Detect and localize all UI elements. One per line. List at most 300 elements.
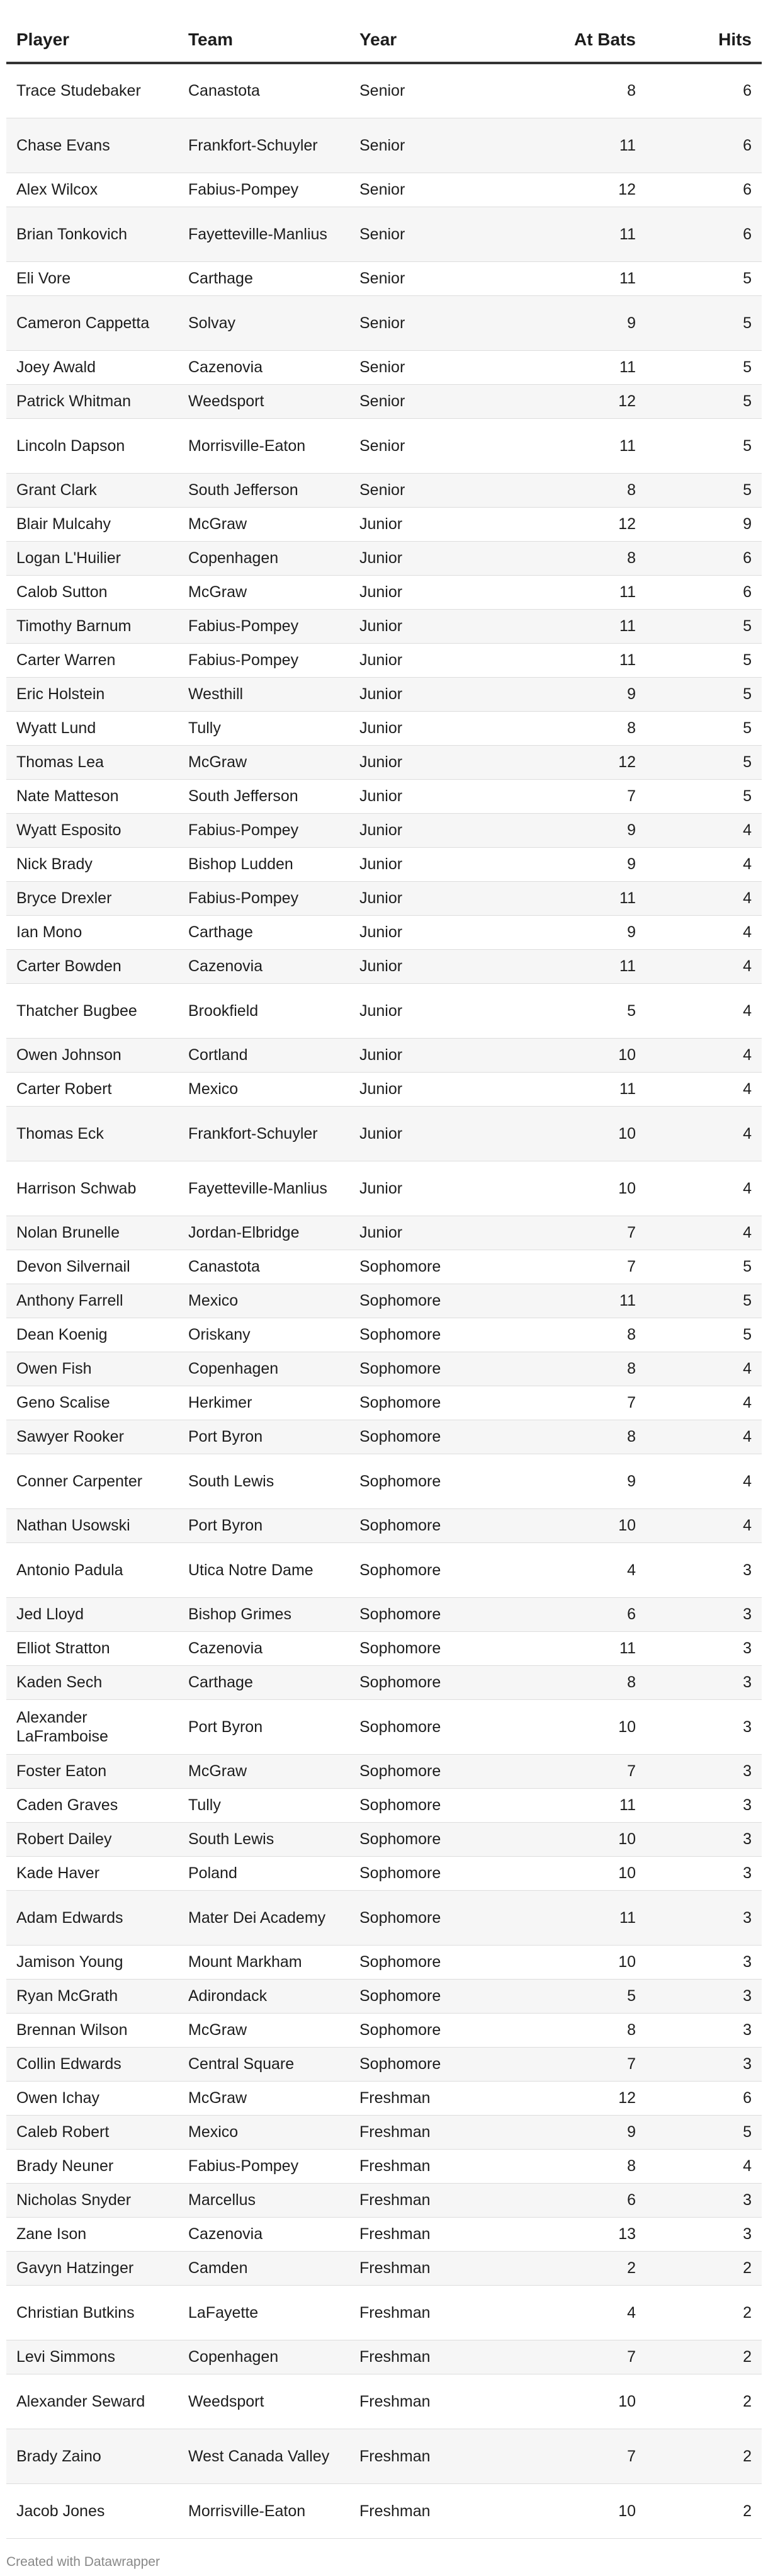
team-cell: Copenhagen: [178, 2340, 349, 2374]
hits-cell: 5: [646, 1318, 762, 1352]
at-bats-cell: 10: [516, 2483, 646, 2538]
player-cell: Trace Studebaker: [6, 63, 178, 118]
player-cell: Robert Dailey: [6, 1822, 178, 1856]
player-cell: Wyatt Esposito: [6, 813, 178, 847]
year-cell: Junior: [349, 507, 516, 541]
team-cell: West Canada Valley: [178, 2429, 349, 2483]
hits-cell: 6: [646, 173, 762, 207]
hits-cell: 2: [646, 2374, 762, 2429]
table-row: [6, 1420, 762, 1454]
player-cell: Brennan Wilson: [6, 2013, 178, 2047]
team-cell: Bishop Ludden: [178, 847, 349, 881]
at-bats-cell: 6: [516, 1597, 646, 1631]
year-cell: Freshman: [349, 2251, 516, 2285]
year-cell: Sophomore: [349, 1788, 516, 1822]
team-cell: Poland: [178, 1856, 349, 1890]
table-row: [6, 2013, 762, 2047]
at-bats-cell: 11: [516, 575, 646, 609]
hits-cell: 4: [646, 1454, 762, 1508]
at-bats-cell: 7: [516, 779, 646, 813]
column-header-hits[interactable]: Hits: [646, 18, 762, 63]
hits-cell: 4: [646, 847, 762, 881]
at-bats-cell: 10: [516, 1699, 646, 1754]
year-cell: Junior: [349, 1161, 516, 1216]
at-bats-cell: 5: [516, 983, 646, 1038]
at-bats-cell: 9: [516, 2115, 646, 2149]
hits-cell: 5: [646, 473, 762, 507]
hits-cell: 5: [646, 711, 762, 745]
at-bats-cell: 9: [516, 295, 646, 350]
table-row: [6, 1788, 762, 1822]
player-cell: Levi Simmons: [6, 2340, 178, 2374]
player-cell: Zane Ison: [6, 2217, 178, 2251]
at-bats-cell: 10: [516, 1038, 646, 1072]
table-row: [6, 418, 762, 473]
year-cell: Sophomore: [349, 1386, 516, 1420]
team-cell: Westhill: [178, 677, 349, 711]
team-cell: Carthage: [178, 1665, 349, 1699]
table-row: [6, 350, 762, 384]
player-cell: Harrison Schwab: [6, 1161, 178, 1216]
team-cell: Canastota: [178, 63, 349, 118]
table-row: [6, 1822, 762, 1856]
team-cell: LaFayette: [178, 2285, 349, 2340]
year-cell: Junior: [349, 881, 516, 915]
at-bats-cell: 11: [516, 261, 646, 295]
hits-cell: 3: [646, 1665, 762, 1699]
team-cell: Central Square: [178, 2047, 349, 2081]
at-bats-cell: 10: [516, 2374, 646, 2429]
team-cell: McGraw: [178, 1754, 349, 1788]
hits-cell: 2: [646, 2340, 762, 2374]
hits-cell: 4: [646, 881, 762, 915]
column-header-team[interactable]: Team: [178, 18, 349, 63]
player-cell: Wyatt Lund: [6, 711, 178, 745]
at-bats-cell: 10: [516, 1106, 646, 1161]
team-cell: Fabius-Pompey: [178, 2149, 349, 2183]
hits-cell: 4: [646, 813, 762, 847]
at-bats-cell: 11: [516, 207, 646, 261]
table-row: [6, 473, 762, 507]
player-cell: Ryan McGrath: [6, 1979, 178, 2013]
player-cell: Jed Lloyd: [6, 1597, 178, 1631]
table-row: [6, 779, 762, 813]
table-body: [6, 63, 762, 2538]
table-row: [6, 983, 762, 1038]
hits-cell: 3: [646, 1822, 762, 1856]
player-cell: Adam Edwards: [6, 1890, 178, 1945]
table-row: [6, 1597, 762, 1631]
year-cell: Sophomore: [349, 1318, 516, 1352]
at-bats-cell: 12: [516, 745, 646, 779]
at-bats-cell: 8: [516, 541, 646, 575]
column-header-player[interactable]: Player: [6, 18, 178, 63]
year-cell: Freshman: [349, 2149, 516, 2183]
year-cell: Sophomore: [349, 1890, 516, 1945]
year-cell: Junior: [349, 643, 516, 677]
team-cell: Herkimer: [178, 1386, 349, 1420]
player-cell: Eli Vore: [6, 261, 178, 295]
team-cell: Utica Notre Dame: [178, 1542, 349, 1597]
player-cell: Gavyn Hatzinger: [6, 2251, 178, 2285]
player-cell: Ian Mono: [6, 915, 178, 949]
year-cell: Sophomore: [349, 2013, 516, 2047]
team-cell: Tully: [178, 711, 349, 745]
table-row: [6, 1106, 762, 1161]
team-cell: Mexico: [178, 1284, 349, 1318]
at-bats-cell: 10: [516, 1945, 646, 1979]
hits-cell: 4: [646, 1161, 762, 1216]
player-cell: Brady Zaino: [6, 2429, 178, 2483]
team-cell: Canastota: [178, 1250, 349, 1284]
table-row: [6, 1856, 762, 1890]
table-row: [6, 63, 762, 118]
player-cell: Calob Sutton: [6, 575, 178, 609]
hits-cell: 5: [646, 295, 762, 350]
team-cell: McGraw: [178, 507, 349, 541]
hits-cell: 5: [646, 1284, 762, 1318]
hits-cell: 5: [646, 1250, 762, 1284]
table-row: [6, 949, 762, 983]
player-cell: Alex Wilcox: [6, 173, 178, 207]
team-cell: Mexico: [178, 1072, 349, 1106]
hits-cell: 3: [646, 1754, 762, 1788]
at-bats-cell: 10: [516, 1856, 646, 1890]
year-cell: Sophomore: [349, 1284, 516, 1318]
year-cell: Senior: [349, 261, 516, 295]
header-row: [6, 18, 762, 63]
hits-cell: 2: [646, 2285, 762, 2340]
team-cell: Jordan-Elbridge: [178, 1216, 349, 1250]
player-cell: Cameron Cappetta: [6, 295, 178, 350]
hits-cell: 5: [646, 418, 762, 473]
year-cell: Sophomore: [349, 1665, 516, 1699]
table-row: [6, 507, 762, 541]
at-bats-cell: 10: [516, 1508, 646, 1542]
at-bats-cell: 10: [516, 1822, 646, 1856]
column-header-at-bats[interactable]: At Bats: [516, 18, 646, 63]
team-cell: Cazenovia: [178, 350, 349, 384]
hits-cell: 4: [646, 1352, 762, 1386]
player-cell: Brian Tonkovich: [6, 207, 178, 261]
hits-cell: 4: [646, 1386, 762, 1420]
hits-cell: 4: [646, 1508, 762, 1542]
player-cell: Alexander Seward: [6, 2374, 178, 2429]
team-cell: McGraw: [178, 2081, 349, 2115]
player-cell: Timothy Barnum: [6, 609, 178, 643]
team-cell: Copenhagen: [178, 1352, 349, 1386]
hits-cell: 3: [646, 1856, 762, 1890]
table-row: [6, 2217, 762, 2251]
table-row: [6, 847, 762, 881]
at-bats-cell: 7: [516, 1216, 646, 1250]
year-cell: Sophomore: [349, 1822, 516, 1856]
team-cell: Marcellus: [178, 2183, 349, 2217]
hits-cell: 3: [646, 1979, 762, 2013]
hits-cell: 5: [646, 779, 762, 813]
team-cell: McGraw: [178, 745, 349, 779]
year-cell: Freshman: [349, 2217, 516, 2251]
team-cell: Adirondack: [178, 1979, 349, 2013]
player-cell: Anthony Farrell: [6, 1284, 178, 1318]
table-row: [6, 813, 762, 847]
player-cell: Grant Clark: [6, 473, 178, 507]
team-cell: Fabius-Pompey: [178, 173, 349, 207]
year-cell: Freshman: [349, 2483, 516, 2538]
year-cell: Freshman: [349, 2115, 516, 2149]
team-cell: Morrisville-Eaton: [178, 2483, 349, 2538]
year-cell: Senior: [349, 384, 516, 418]
team-cell: Port Byron: [178, 1508, 349, 1542]
team-cell: Frankfort-Schuyler: [178, 118, 349, 173]
year-cell: Senior: [349, 350, 516, 384]
at-bats-cell: 11: [516, 118, 646, 173]
table-row: [6, 384, 762, 418]
year-cell: Freshman: [349, 2081, 516, 2115]
at-bats-cell: 11: [516, 1890, 646, 1945]
hits-cell: 5: [646, 609, 762, 643]
table-row: [6, 1542, 762, 1597]
hits-cell: 3: [646, 2013, 762, 2047]
player-cell: Jamison Young: [6, 1945, 178, 1979]
at-bats-cell: 8: [516, 711, 646, 745]
hits-cell: 5: [646, 384, 762, 418]
at-bats-cell: 11: [516, 418, 646, 473]
player-cell: Kade Haver: [6, 1856, 178, 1890]
year-cell: Freshman: [349, 2429, 516, 2483]
hits-cell: 6: [646, 541, 762, 575]
year-cell: Freshman: [349, 2285, 516, 2340]
year-cell: Freshman: [349, 2374, 516, 2429]
table-row: [6, 2483, 762, 2538]
at-bats-cell: 8: [516, 2013, 646, 2047]
team-cell: Carthage: [178, 261, 349, 295]
year-cell: Sophomore: [349, 1699, 516, 1754]
player-cell: Collin Edwards: [6, 2047, 178, 2081]
player-cell: Carter Warren: [6, 643, 178, 677]
team-cell: Carthage: [178, 915, 349, 949]
year-cell: Junior: [349, 745, 516, 779]
team-cell: Port Byron: [178, 1420, 349, 1454]
year-cell: Junior: [349, 711, 516, 745]
player-cell: Kaden Sech: [6, 1665, 178, 1699]
hits-cell: 3: [646, 1945, 762, 1979]
player-cell: Patrick Whitman: [6, 384, 178, 418]
team-cell: Solvay: [178, 295, 349, 350]
at-bats-cell: 9: [516, 813, 646, 847]
table-row: [6, 1038, 762, 1072]
player-cell: Antonio Padula: [6, 1542, 178, 1597]
player-cell: Elliot Stratton: [6, 1631, 178, 1665]
hits-cell: 6: [646, 575, 762, 609]
player-cell: Alexander LaFramboise: [6, 1699, 178, 1754]
at-bats-cell: 4: [516, 1542, 646, 1597]
hits-cell: 5: [646, 2115, 762, 2149]
table-row: [6, 643, 762, 677]
at-bats-cell: 8: [516, 1420, 646, 1454]
table-row: [6, 261, 762, 295]
year-cell: Freshman: [349, 2183, 516, 2217]
at-bats-cell: 7: [516, 1250, 646, 1284]
at-bats-cell: 5: [516, 1979, 646, 2013]
table-row: [6, 1250, 762, 1284]
player-cell: Blair Mulcahy: [6, 507, 178, 541]
at-bats-cell: 7: [516, 2340, 646, 2374]
player-cell: Nicholas Snyder: [6, 2183, 178, 2217]
at-bats-cell: 12: [516, 384, 646, 418]
hits-cell: 4: [646, 1420, 762, 1454]
player-cell: Sawyer Rooker: [6, 1420, 178, 1454]
at-bats-cell: 12: [516, 173, 646, 207]
team-cell: Tully: [178, 1788, 349, 1822]
team-cell: Fabius-Pompey: [178, 609, 349, 643]
year-cell: Senior: [349, 473, 516, 507]
year-cell: Junior: [349, 677, 516, 711]
table-row: [6, 1945, 762, 1979]
at-bats-cell: 11: [516, 643, 646, 677]
team-cell: Mexico: [178, 2115, 349, 2149]
team-cell: Weedsport: [178, 384, 349, 418]
player-cell: Owen Johnson: [6, 1038, 178, 1072]
table-row: [6, 1979, 762, 2013]
year-cell: Senior: [349, 63, 516, 118]
year-cell: Sophomore: [349, 1542, 516, 1597]
year-cell: Junior: [349, 1038, 516, 1072]
team-cell: Port Byron: [178, 1699, 349, 1754]
at-bats-cell: 8: [516, 1665, 646, 1699]
team-cell: Cazenovia: [178, 949, 349, 983]
player-cell: Eric Holstein: [6, 677, 178, 711]
player-cell: Thomas Eck: [6, 1106, 178, 1161]
year-cell: Sophomore: [349, 1856, 516, 1890]
hits-cell: 2: [646, 2251, 762, 2285]
at-bats-cell: 11: [516, 609, 646, 643]
at-bats-cell: 11: [516, 1284, 646, 1318]
team-cell: South Lewis: [178, 1822, 349, 1856]
year-cell: Junior: [349, 1072, 516, 1106]
player-cell: Carter Robert: [6, 1072, 178, 1106]
player-cell: Dean Koenig: [6, 1318, 178, 1352]
player-cell: Jacob Jones: [6, 2483, 178, 2538]
footer-credit: Created with Datawrapper: [6, 2555, 160, 2569]
column-header-year[interactable]: Year: [349, 18, 516, 63]
player-cell: Thomas Lea: [6, 745, 178, 779]
table-row: [6, 575, 762, 609]
hits-cell: 2: [646, 2429, 762, 2483]
hits-cell: 3: [646, 2047, 762, 2081]
team-cell: McGraw: [178, 2013, 349, 2047]
at-bats-cell: 8: [516, 2149, 646, 2183]
hits-cell: 4: [646, 1072, 762, 1106]
at-bats-cell: 11: [516, 881, 646, 915]
at-bats-cell: 9: [516, 1454, 646, 1508]
at-bats-cell: 7: [516, 2429, 646, 2483]
table-row: [6, 1665, 762, 1699]
team-cell: Frankfort-Schuyler: [178, 1106, 349, 1161]
team-cell: Mater Dei Academy: [178, 1890, 349, 1945]
hits-cell: 2: [646, 2483, 762, 2538]
player-cell: Devon Silvernail: [6, 1250, 178, 1284]
table-row: [6, 915, 762, 949]
hits-cell: 9: [646, 507, 762, 541]
year-cell: Sophomore: [349, 1754, 516, 1788]
player-cell: Geno Scalise: [6, 1386, 178, 1420]
team-cell: Fabius-Pompey: [178, 643, 349, 677]
year-cell: Junior: [349, 779, 516, 813]
year-cell: Junior: [349, 1106, 516, 1161]
at-bats-cell: 2: [516, 2251, 646, 2285]
year-cell: Junior: [349, 813, 516, 847]
team-cell: Fabius-Pompey: [178, 813, 349, 847]
table-container: [6, 18, 762, 2539]
hits-cell: 5: [646, 261, 762, 295]
player-cell: Brady Neuner: [6, 2149, 178, 2183]
hits-cell: 4: [646, 949, 762, 983]
year-cell: Junior: [349, 609, 516, 643]
table-row: [6, 1284, 762, 1318]
at-bats-cell: 8: [516, 473, 646, 507]
year-cell: Sophomore: [349, 1597, 516, 1631]
year-cell: Sophomore: [349, 1454, 516, 1508]
table-row: [6, 1161, 762, 1216]
hits-cell: 4: [646, 983, 762, 1038]
team-cell: South Jefferson: [178, 779, 349, 813]
table-row: [6, 1508, 762, 1542]
team-cell: Fayetteville-Manlius: [178, 1161, 349, 1216]
at-bats-cell: 9: [516, 677, 646, 711]
table-row: [6, 1699, 762, 1754]
table-row: [6, 677, 762, 711]
table-row: [6, 295, 762, 350]
table-row: [6, 2183, 762, 2217]
year-cell: Junior: [349, 847, 516, 881]
hits-cell: 4: [646, 915, 762, 949]
at-bats-cell: 11: [516, 1072, 646, 1106]
table-row: [6, 1352, 762, 1386]
player-cell: Nolan Brunelle: [6, 1216, 178, 1250]
table-row: [6, 881, 762, 915]
player-cell: Owen Ichay: [6, 2081, 178, 2115]
year-cell: Senior: [349, 118, 516, 173]
hits-cell: 4: [646, 2149, 762, 2183]
hits-cell: 5: [646, 350, 762, 384]
team-cell: South Jefferson: [178, 473, 349, 507]
table-row: [6, 1754, 762, 1788]
year-cell: Sophomore: [349, 2047, 516, 2081]
year-cell: Senior: [349, 418, 516, 473]
at-bats-cell: 10: [516, 1161, 646, 1216]
team-cell: Fabius-Pompey: [178, 881, 349, 915]
at-bats-cell: 11: [516, 1631, 646, 1665]
table-row: [6, 1318, 762, 1352]
hits-cell: 3: [646, 1699, 762, 1754]
table-row: [6, 2429, 762, 2483]
player-cell: Logan L'Huilier: [6, 541, 178, 575]
hits-cell: 3: [646, 1631, 762, 1665]
hits-cell: 5: [646, 745, 762, 779]
at-bats-cell: 4: [516, 2285, 646, 2340]
table-row: [6, 1631, 762, 1665]
at-bats-cell: 11: [516, 949, 646, 983]
player-cell: Carter Bowden: [6, 949, 178, 983]
table-row: [6, 711, 762, 745]
hits-cell: 5: [646, 677, 762, 711]
at-bats-cell: 9: [516, 847, 646, 881]
at-bats-cell: 8: [516, 1318, 646, 1352]
hits-cell: 5: [646, 643, 762, 677]
table-row: [6, 1216, 762, 1250]
team-cell: Fayetteville-Manlius: [178, 207, 349, 261]
